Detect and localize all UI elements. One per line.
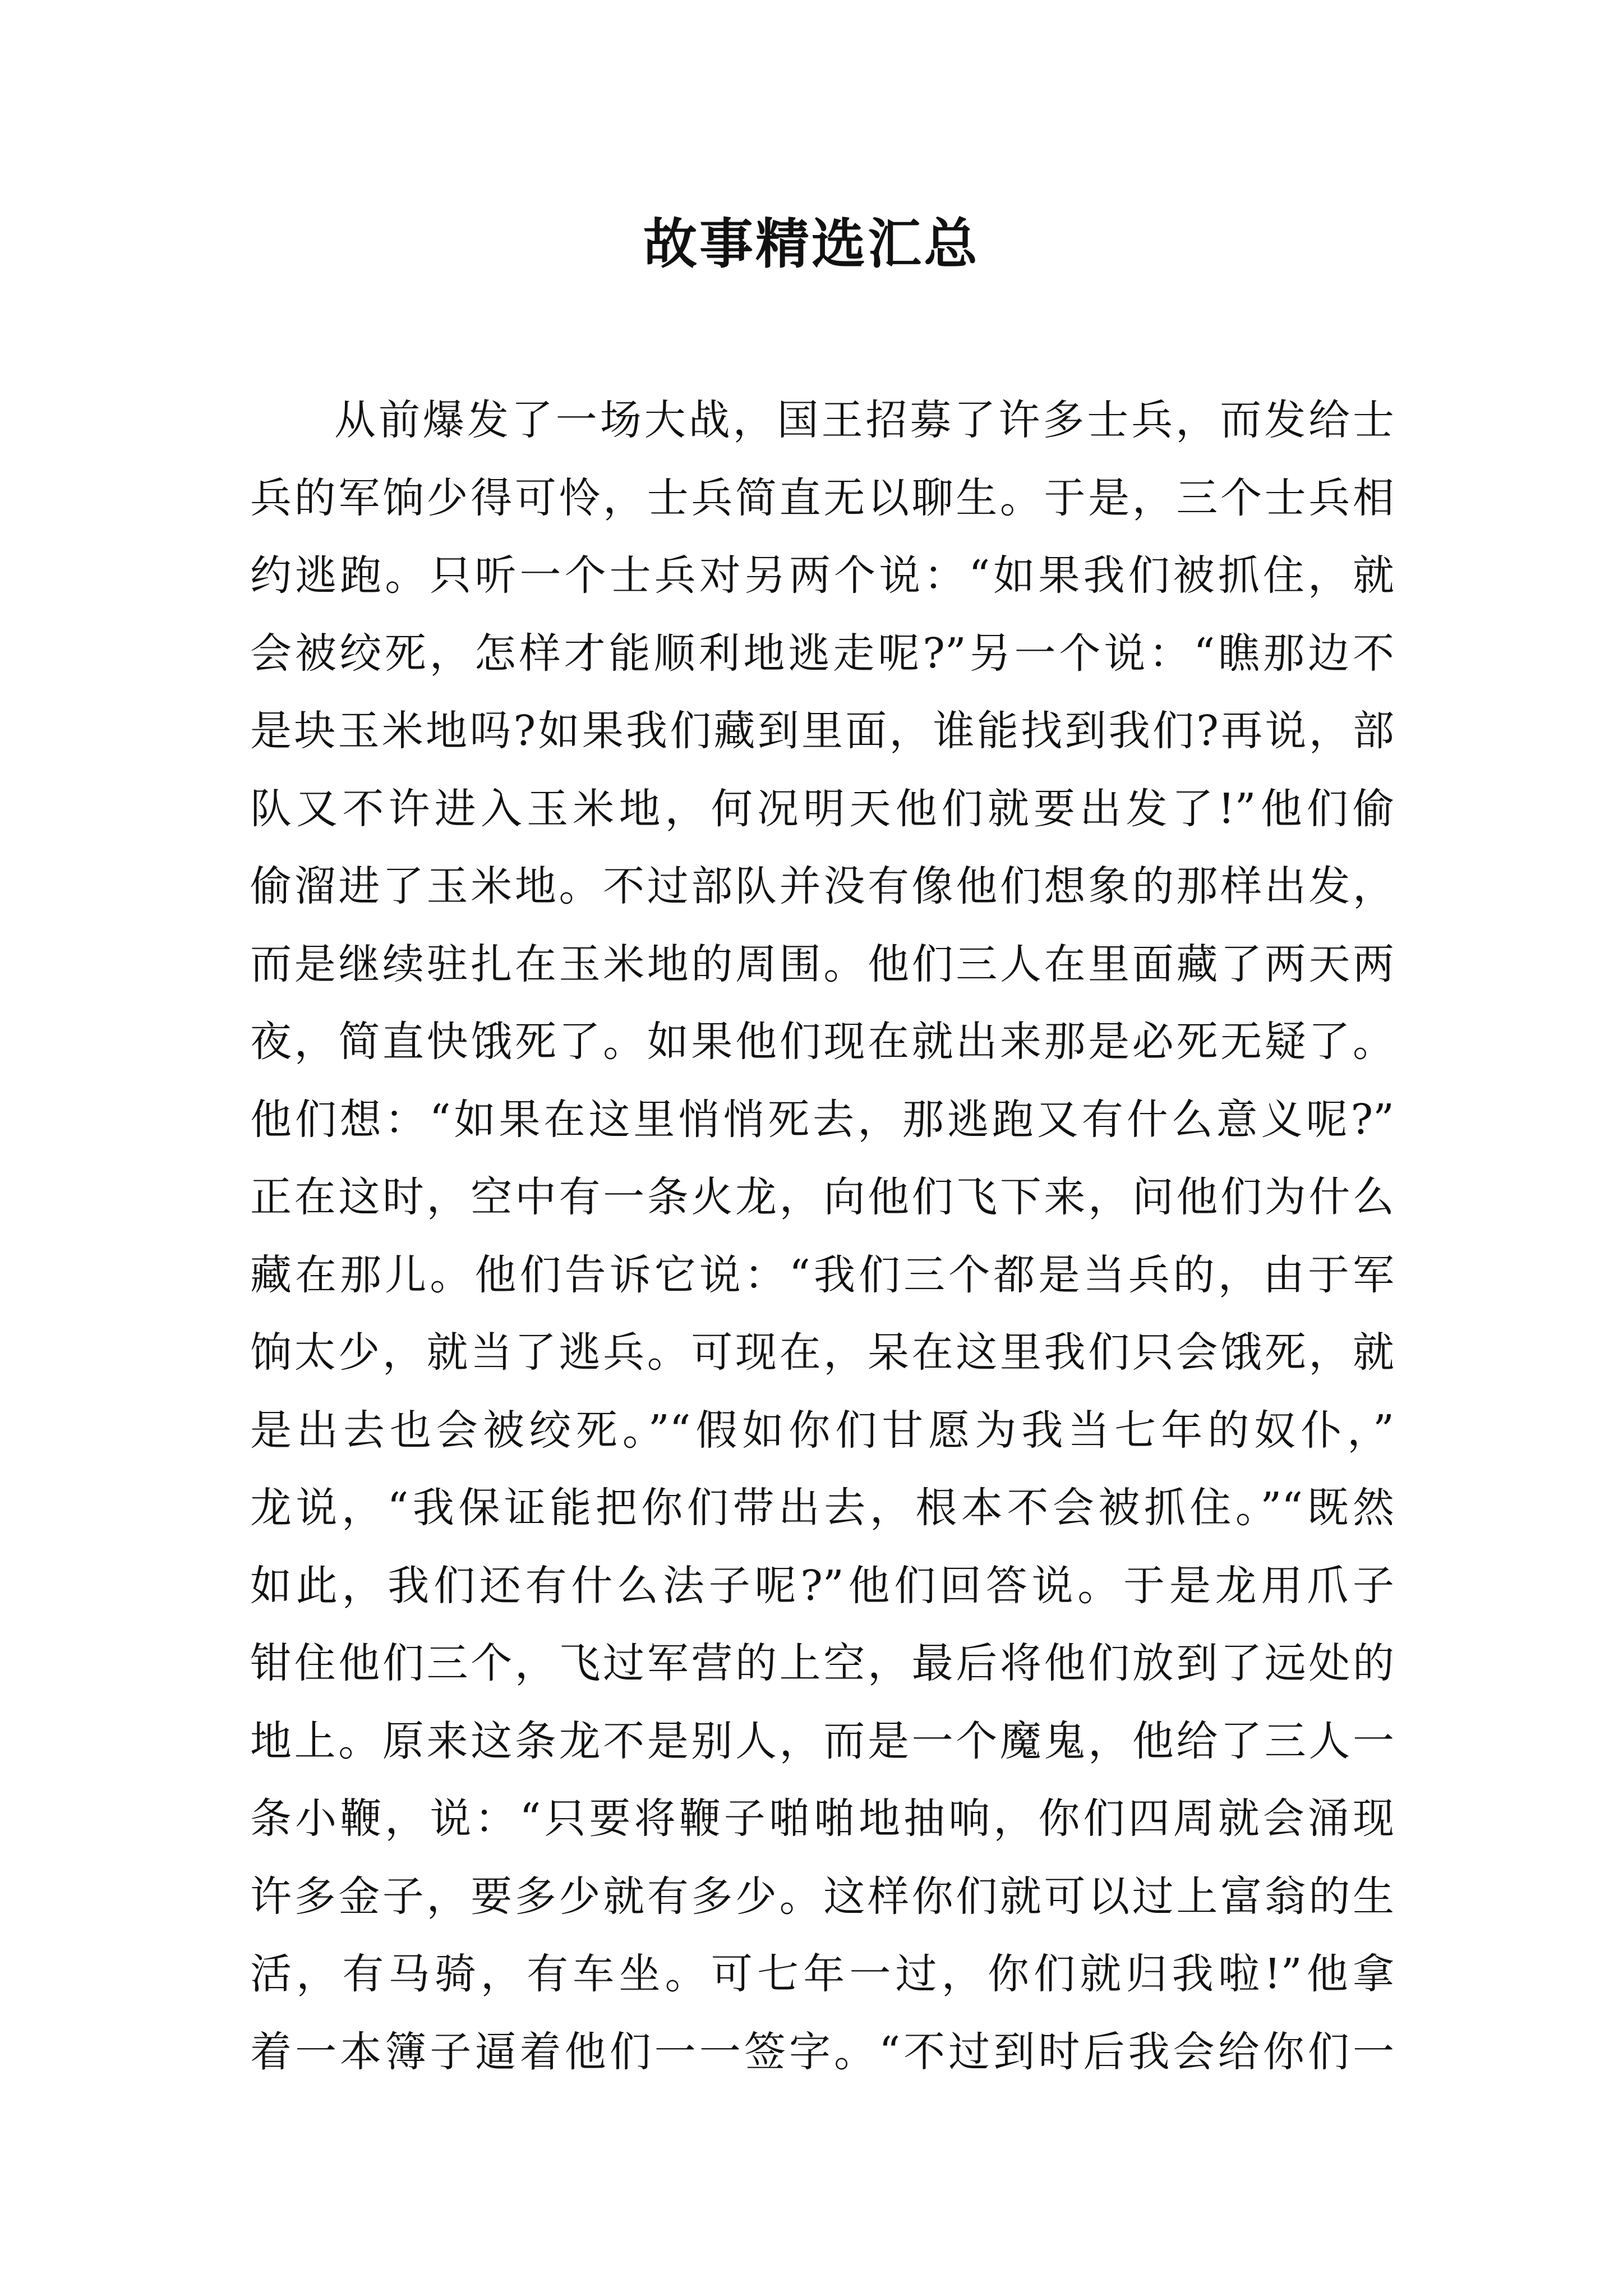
text-line: 是块玉米地吗?如果我们藏到里面，谁能找到我们?再说，部 <box>250 707 1394 755</box>
text-line: 是出去也会被绞死。”“假如你们甘愿为我当七年的奴仆，” <box>250 1406 1394 1455</box>
text-line: 从前爆发了一场大战，国王招募了许多士兵，而发给士 <box>334 396 1394 444</box>
document-title: 故事精选汇总 <box>643 212 980 275</box>
document-body <box>250 381 1394 2091</box>
text-line: 钳住他们三个，飞过军营的上空，最后将他们放到了远处的 <box>250 1639 1394 1687</box>
text-line: 队又不许进入玉米地，何况明天他们就要出发了!”他们偷 <box>250 784 1394 833</box>
text-line: 地上。原来这条龙不是别人，而是一个魔鬼，他给了三人一 <box>250 1717 1394 1765</box>
text-line: 正在这时，空中有一条火龙，向他们飞下来，问他们为什么 <box>250 1173 1394 1221</box>
text-line: 兵的军饷少得可怜，士兵简直无以聊生。于是，三个士兵相 <box>250 473 1394 522</box>
text-line: 他们想：“如果在这里悄悄死去，那逃跑又有什么意义呢?” <box>250 1095 1394 1144</box>
text-line: 会被绞死，怎样才能顺利地逃走呢?”另一个说：“瞧那边不 <box>250 629 1394 678</box>
text-line: 活，有马骑，有车坐。可七年一过，你们就归我啦!”他拿 <box>250 1950 1394 1998</box>
text-line: 龙说，“我保证能把你们带出去，根本不会被抓住。”“既然 <box>250 1484 1394 1532</box>
text-line: 藏在那儿。他们告诉它说：“我们三个都是当兵的，由于军 <box>250 1250 1394 1299</box>
text-line: 夜，简直快饿死了。如果他们现在就出来那是必死无疑了。 <box>250 1018 1394 1066</box>
text-line: 许多金子，要多少就有多少。这样你们就可以过上富翁的生 <box>250 1872 1394 1921</box>
text-line: 饷太少，就当了逃兵。可现在，呆在这里我们只会饿死，就 <box>250 1328 1394 1377</box>
text-line: 约逃跑。只听一个士兵对另两个说：“如果我们被抓住，就 <box>250 551 1394 600</box>
text-line: 而是继续驻扎在玉米地的周围。他们三人在里面藏了两天两 <box>250 940 1394 988</box>
text-line: 着一本簿子逼着他们一一签字。“不过到时后我会给你们一 <box>250 2027 1394 2076</box>
text-line: 如此，我们还有什么法子呢?”他们回答说。于是龙用爪子 <box>250 1561 1394 1610</box>
text-line: 条小鞭，说：“只要将鞭子啪啪地抽响，你们四周就会涌现 <box>250 1795 1394 1843</box>
text-line: 偷溜进了玉米地。不过部队并没有像他们想象的那样出发， <box>250 862 1394 910</box>
